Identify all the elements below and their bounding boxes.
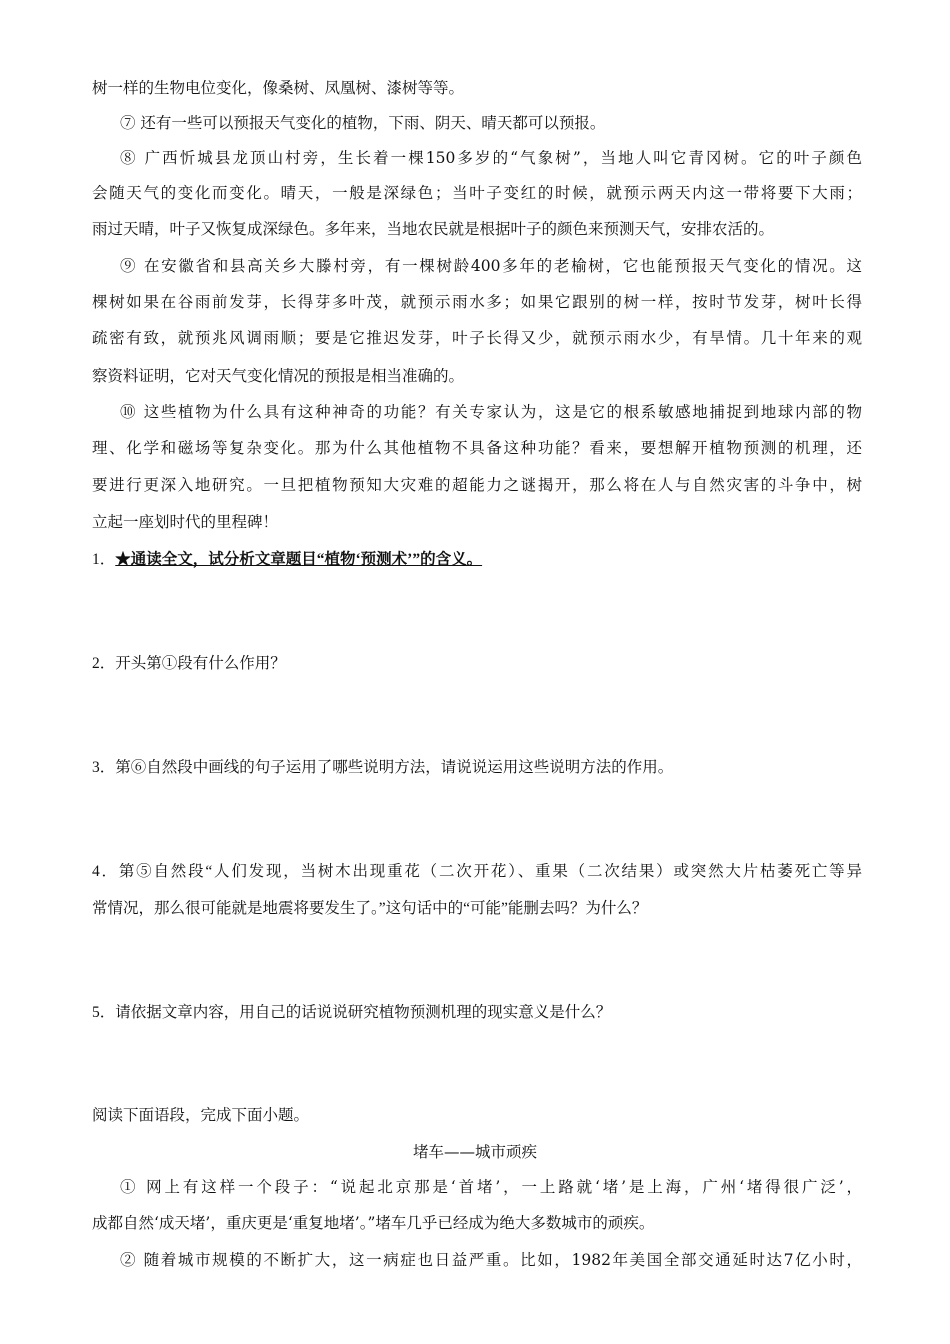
passage2-paragraph-2: ② 随着城市规模的不断扩大，这一病症也日益严重。比如，1982年美国全部交通延时达7亿小时，: [120, 1251, 862, 1269]
question-4: [92, 862, 862, 882]
passage-paragraph-10: ⑩ 这些植物为什么具有这种神奇的功能？有关专家认为，这是它的根系敏感地捕捉到地球内部的物: [120, 403, 862, 421]
question-text: 请依据文章内容，用自己的话说说研究植物预测机理的现实意义是什么？: [115, 1004, 612, 1021]
passage-paragraph-9: ⑨ 在安徽省和县高关乡大滕村旁，有一棵树龄400多年的老榆树，它也能预报天气变化的情况。这: [120, 257, 862, 275]
passage-paragraph-8: ⑧ 广西忻城县龙顶山村旁，生长着一棵150多岁的“气象树”，当地人叫它青冈树。它的叶子颜色: [120, 149, 862, 167]
question-number: 3．: [92, 759, 116, 776]
passage-line: 会随天气的变化而变化。晴天，一般是深绿色；当叶子变红的时候，就预示两天内这一带将要下大雨；: [92, 184, 862, 202]
passage-line: 理、化学和磁场等复杂变化。那为什么其他植物不具备这种功能？看来，要想解开植物预测的机理，还: [92, 439, 862, 457]
passage-line: 树一样的生物电位变化，像桑树、凤凰树、漆树等等。: [92, 79, 465, 97]
passage-title: 堵车——城市顽疾: [412, 1143, 537, 1161]
passage-line: 立起一座划时代的里程碑！: [92, 513, 279, 531]
question-text: 第⑤自然段“人们发现，当树木出现重花（二次开花）、重果（二次结果）或突然大片枯萎死亡等异: [118, 863, 862, 880]
passage-line: 要进行更深入地研究。一旦把植物预知大灾难的超能力之谜揭开，那么将在人与自然灾害的斗争中，树: [92, 476, 862, 494]
question-1: [92, 550, 862, 570]
passage2-paragraph-1: ① 网上有这样一个段子：“说起北京那是‘首堵’，一上路就‘堵’是上海，广州‘堵得很广泛’，: [120, 1178, 862, 1196]
passage-line: 棵树如果在谷雨前发芽，长得芽多叶茂，就预示雨水多；如果它跟别的树一样，按时节发芽，树叶长得: [92, 293, 862, 311]
passage-line: 雨过天晴，叶子又恢复成深绿色。多年来，当地农民就是根据叶子的颜色来预测天气，安排农活的。: [92, 220, 775, 238]
passage2-line: 成都自然‘成天堵’，重庆更是‘重复地堵’。”堵车几乎已经成为绝大多数城市的顽疾。: [92, 1214, 655, 1232]
passage-paragraph-7: ⑦ 还有一些可以预报天气变化的植物，下雨、阴天、晴天都可以预报。: [120, 114, 606, 132]
question-number: 4．: [92, 863, 119, 880]
reading-instruction: 阅读下面语段，完成下面小题。: [92, 1107, 310, 1124]
passage-line: 察资料证明，它对天气变化情况的预报是相当准确的。: [92, 367, 465, 385]
question-5: [92, 1003, 862, 1023]
question-number: 5．: [92, 1004, 116, 1021]
question-text: 第⑥自然段中画线的句子运用了哪些说明方法，请说说运用这些说明方法的作用。: [115, 759, 674, 776]
question-text: ★通读全文，试分析文章题目“植物‘预测术’”的含义。: [115, 551, 483, 568]
question-3: [92, 758, 862, 778]
passage-line: 疏密有致，就预兆风调雨顺；要是它推迟发芽，叶子长得又少，就预示雨水少，有旱情。几十年来的观: [92, 329, 862, 347]
question-text: 开头第①段有什么作用？: [115, 655, 286, 672]
question-number: 2．: [92, 655, 116, 672]
question-2: [92, 654, 862, 674]
question-4-continued: 常情况，那么很可能就是地震将要发生了。”这句话中的“可能”能删去吗？为什么？: [92, 900, 648, 917]
question-number: 1．: [92, 551, 116, 568]
